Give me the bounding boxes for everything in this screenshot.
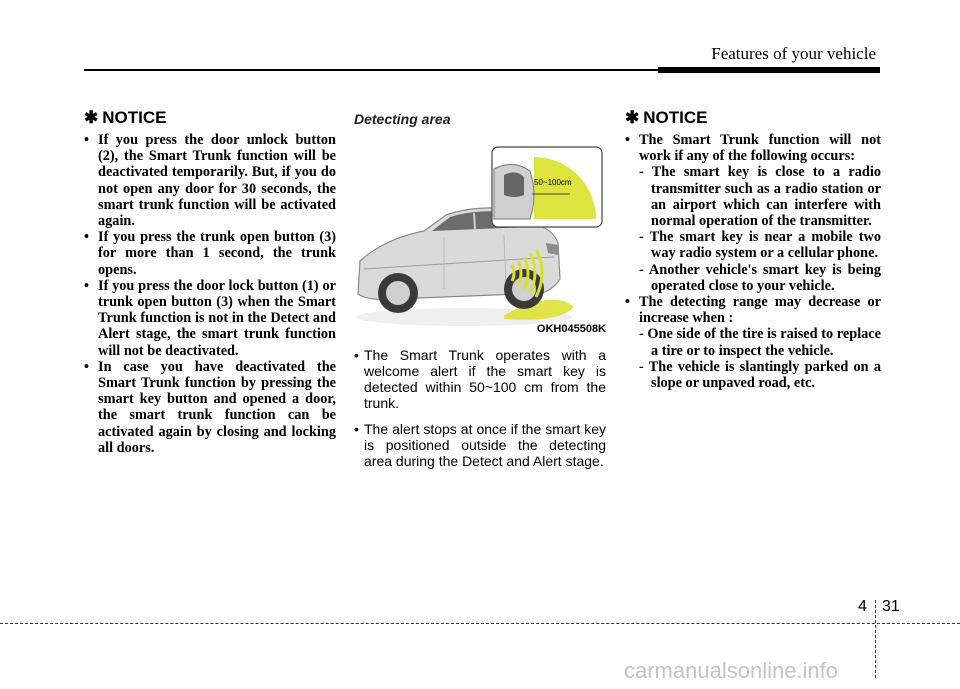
list-item: • The Smart Trunk operates with a welcome alert if the smart key is detected within 50~100 cm from the trunk. [354, 347, 606, 411]
sub-list-item: - Another vehicle's smart key is being operated close to your vehicle. [639, 261, 881, 294]
list-item: • The detecting range may decrease or increase when : - One side of the tire is raised to replace a tire or to inspect the vehicle. - The vehicle is slantingly parked on a slope or unpaved road, etc. [625, 294, 881, 392]
asterisk-icon: ✱ [84, 108, 99, 127]
footer-rule [0, 623, 960, 624]
left-notice-column [84, 108, 336, 456]
notice-heading-label: NOTICE [102, 108, 167, 127]
detecting-area-figure [354, 139, 606, 335]
watermark: carmanualsonline.info [624, 658, 839, 683]
range-label: 50~100cm [534, 178, 572, 187]
notice-heading [625, 108, 881, 128]
list-item: • The alert stops at once if the smart key is positioned outside the detecting area during the Detect and Alert stage. [354, 421, 606, 469]
notice-list [625, 132, 881, 391]
detecting-area-column [354, 108, 606, 479]
car-detection-illustration [354, 139, 606, 335]
figure-code: OKH045508K [536, 323, 606, 335]
list-item: • If you press the door unlock button (2), the Smart Trunk function will be deactivated temporarily. But, if you do not open any door for 30 seconds, the smart trunk function will be activated again. [84, 132, 336, 230]
header-rule-accent [658, 67, 880, 73]
asterisk-icon: ✱ [625, 108, 640, 127]
notice-heading [84, 108, 336, 128]
list-item: • In case you have deactivated the Smart Trunk function by pressing the smart key button and opened a door, the smart trunk function can be activated again by closing and locking all doors. [84, 358, 336, 456]
page-number: 31 [882, 598, 900, 615]
detecting-list [354, 347, 606, 469]
running-header: Features of your vehicle [711, 44, 876, 63]
footer-divider [875, 600, 876, 678]
sub-list-item: - The smart key is close to a radio transmitter such as a radio station or an airport which can interfere with normal operation of the transmitter. [639, 164, 881, 230]
sub-list [639, 326, 881, 391]
notice-list [84, 132, 336, 456]
right-notice-column [625, 108, 881, 391]
list-item: • If you press the trunk open button (3) for more than 1 second, the trunk opens. [84, 229, 336, 278]
sub-list [639, 164, 881, 294]
list-item: • The Smart Trunk function will not work if any of the following occurs: - The smart key is close to a radio transmitter such as a radio station or an airport which can interfere with normal operation of the transmitter. - The smart key is near a mobile two way radio system or a cellular phone. - Another vehicle's smart key is being operated close to your vehicle. [625, 132, 881, 294]
sub-list-item: - The vehicle is slantingly parked on a slope or unpaved road, etc. [639, 358, 881, 392]
chapter-number: 4 [858, 598, 867, 615]
sub-list-item: - One side of the tire is raised to replace a tire or to inspect the vehicle. [639, 326, 881, 359]
section-heading: Detecting area [354, 111, 451, 127]
list-item: • If you press the door lock button (1) or trunk open button (3) when the Smart Trunk function is not in the Detect and Alert stage, the smart trunk function will not be deactivated. [84, 277, 336, 359]
sub-list-item: - The smart key is near a mobile two way radio system or a cellular phone. [639, 229, 881, 262]
notice-heading-label: NOTICE [643, 108, 708, 127]
